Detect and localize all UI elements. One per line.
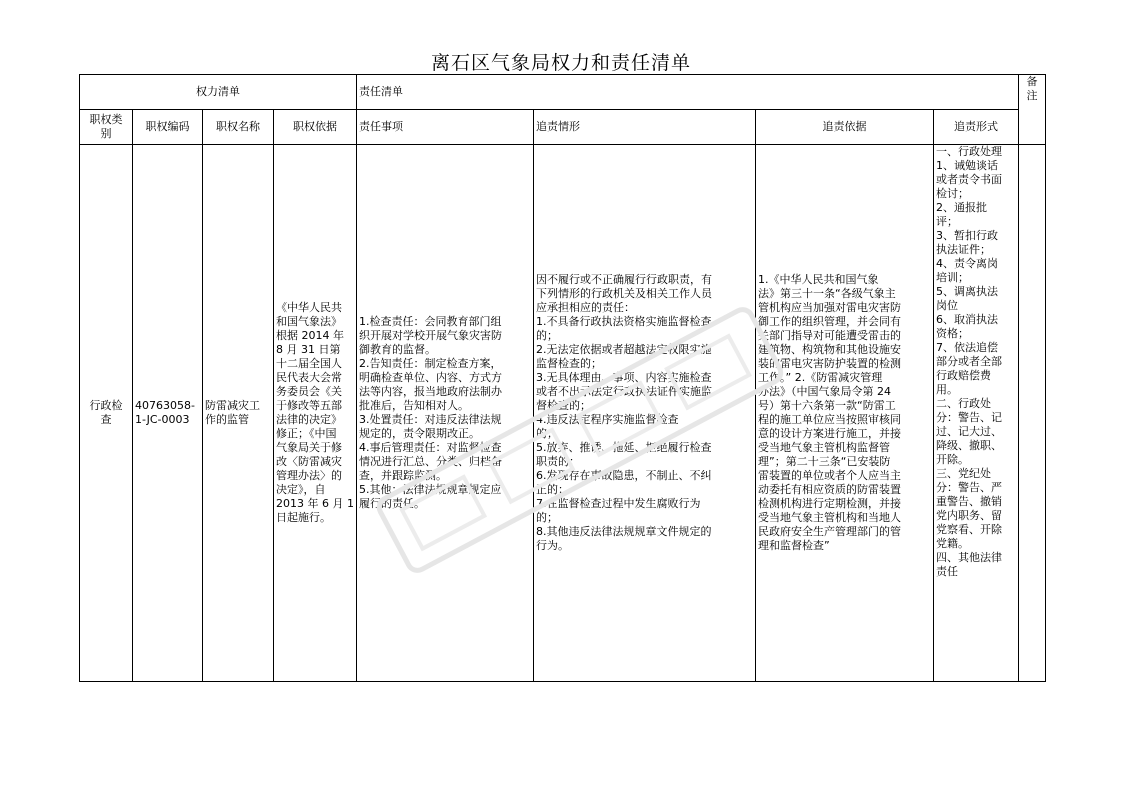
- header-name: 职权名称: [203, 110, 274, 145]
- header-code: 职权编码: [133, 110, 203, 145]
- header-accountability-basis: 追责依据: [756, 110, 934, 145]
- header-category: 职权类 别: [80, 110, 133, 145]
- header-situation: 追责情形: [534, 110, 756, 145]
- page-title: 离石区气象局权力和责任清单: [430, 52, 691, 74]
- cell-form: 一、行政处理 1、诫勉谈话 或者责令书面 检讨； 2、通报批 评； 3、暂扣行政 执法证件； 4、责令离岗 培训； 5、调离执法 岗位 6、取消执法 资格； 7、依法追偿 部分或者全部 行政赔偿费 用。 二、行政处 分：警告、记 过、记大过、 降级、撤职、 开除。 三、党纪处 分：警告、严 重警告、撤销 党内职务、留 党察看、开除 党籍。 四、其他法律 责任: [934, 145, 1019, 682]
- cell-accountability-basis: 1.《中华人民共和国气象 法》第三十一条“各级气象主 管机构应当加强对雷电灾害防 御工作的组织管理，并会同有 关部门指导对可能遭受雷击的 建筑物、构筑物和其他设施安 装的雷电灾害防护装置的检测 工作。” 2.《防雷减灾管理 办法》（中国气象局令第 24 号）第十六条第一款“防雷工 程的施工单位应当按照审核同 意的设计方案进行施工，并接 受当地气象主管机构监督管 理”；第二十三条“已安装防 雷装置的单位或者个人应当主 动委托有相应资质的防雷装置 检测机构进行定期检测，并接 受当地气象主管机构和当地人 民政府安全生产管理部门的管 理和监督检查”: [756, 145, 934, 682]
- table-row: [80, 145, 1046, 682]
- section-power-list: 权力清单: [80, 75, 357, 110]
- header-duty: 责任事项: [357, 110, 534, 145]
- cell-situation: 因不履行或不正确履行行政职责，有 下列情形的行政机关及相关工作人员 应承担相应的责任： 1.不具备行政执法资格实施监督检查 的； 2.无法定依据或者超越法定权限实施 监督检查的； 3.无具体理由、事项、内容实施检查 或者不出示法定行政执法证件实施监 督检查的； 4.违反法定程序实施监督检查 的； 5.放弃、推诿、拖延、拒绝履行检查 职责的； 6.发现存在事故隐患，不制止、不纠 正的； 7.在监督检查过程中发生腐败行为 的； 8.其他违反法律法规规章文件规定的 行为。: [534, 145, 756, 682]
- cell-basis: 《中华人民共 和国气象法》 根据 2014 年 8 月 31 日第 十二届全国人 民代表大会常 务委员会《关 于修改等五部 法律的决定》 修正；《中国 气象局关于修 改〈防雷减灾 管理办法〉的 决定》，自 2013 年 6 月 1 日起施行。: [274, 145, 357, 682]
- cell-name: 防雷减灾工 作的监管: [203, 145, 274, 682]
- cell-remark: [1019, 145, 1046, 682]
- cell-category: 行政检 查: [80, 145, 133, 682]
- cell-duty: 1.检查责任：会同教育部门组 织开展对学校开展气象灾害防 御教育的监督。 2.告知责任：制定检查方案， 明确检查单位、内容、方式方 法等内容，报当地政府法制办 批准后，告知相对人。 3.处置责任：对违反法律法规 规定的，责令限期改正。 4.事后管理责任：对监督检查 情况进行汇总、分类、归档备 查，并跟踪监测。 5.其他：法律法规规章规定应 履行的责任。: [357, 145, 534, 682]
- power-responsibility-table: [79, 74, 1046, 682]
- cell-code: 40763058- 1-JC-0003: [133, 145, 203, 682]
- header-form: 追责形式: [934, 110, 1019, 145]
- section-responsibility-list: 责任清单: [357, 75, 1019, 110]
- remark-header: 备 注: [1019, 75, 1046, 145]
- header-basis: 职权依据: [274, 110, 357, 145]
